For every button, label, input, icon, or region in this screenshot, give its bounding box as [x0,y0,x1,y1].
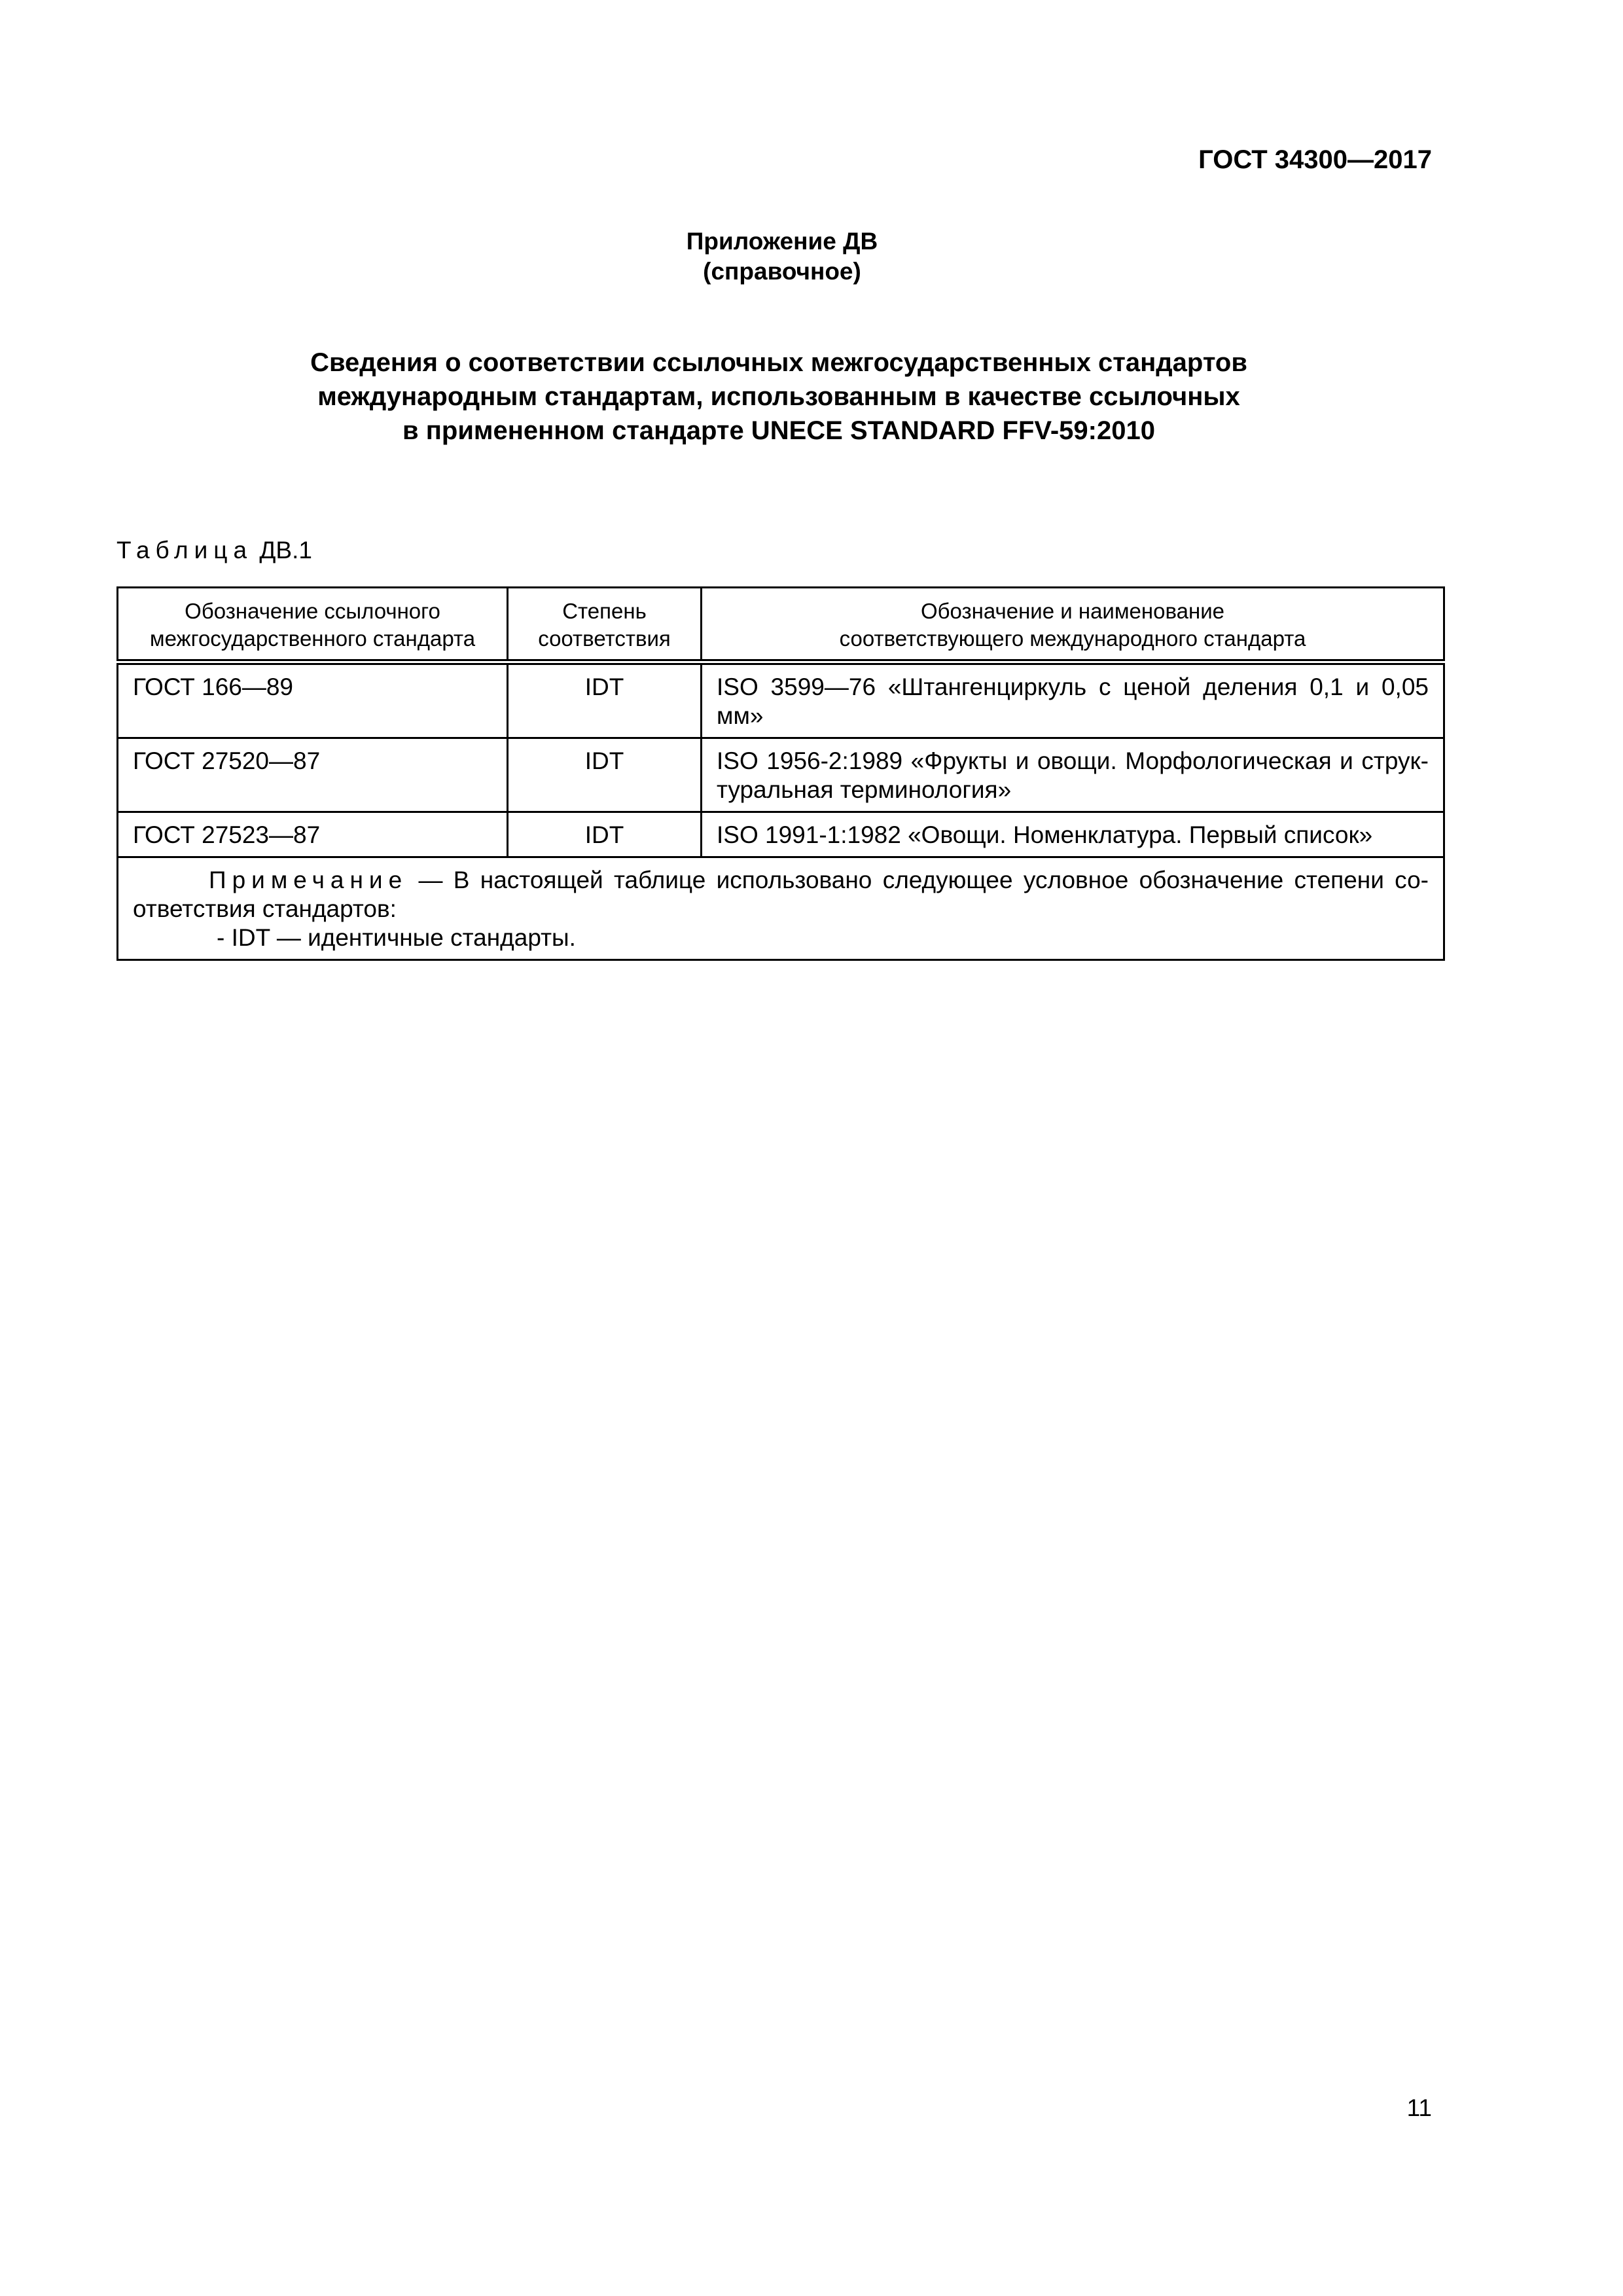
cell-degree: IDT [508,662,702,738]
header-reference-standard-line-2: межгосударственного стандарта [149,626,476,651]
document-code: ГОСТ 34300—2017 [1198,145,1432,174]
header-reference-standard-line-1: Обозначение ссылочного [185,599,440,623]
page-title-line-1: Сведения о соответствии ссылочных межгосударственных стандартов [310,348,1247,377]
note-label: Примечание [209,867,408,893]
header-reference-standard [118,588,508,662]
cell-gost: ГОСТ 27523—87 [118,812,508,857]
page-title [0,346,1558,448]
table-caption-label: Таблица [116,537,253,564]
cell-gost: ГОСТ 166—89 [118,662,508,738]
standards-table [116,586,1445,961]
appendix-type: (справочное) [703,258,861,285]
table-row [118,812,1444,857]
table-note [118,857,1444,960]
header-international-standard [702,588,1444,662]
cell-international: ISO 3599—76 «Штангенциркуль с ценой деления 0,1 и 0,05 мм» [702,662,1444,738]
page-title-line-3: в примененном стандарте UNECE STANDARD FFV-59:2010 [402,416,1155,445]
cell-international: ISO 1956-2:1989 «Фрукты и овощи. Морфологическая и струк-туральная терминология» [702,738,1444,812]
header-international-standard-line-1: Обозначение и наименование [920,599,1224,623]
note-text [133,866,1429,924]
header-degree-line-2: соответствия [538,626,671,651]
page-number: 11 [1406,2094,1432,2121]
table-row [118,738,1444,812]
header-degree-line-1: Степень [562,599,647,623]
table-row [118,662,1444,738]
cell-degree: IDT [508,738,702,812]
page-title-line-2: международным стандартам, использованным в качестве ссылочных [317,382,1240,411]
table-caption-number: ДВ.1 [259,537,312,564]
note-body: — В настоящей таблице использовано следующее условное обозначение степени со-ответствия стандартов: [133,867,1429,922]
appendix-title: Приложение ДВ [686,228,878,255]
table-header-row [118,588,1444,662]
header-degree [508,588,702,662]
note-item: - IDT — идентичные стандарты. [217,924,576,951]
cell-gost: ГОСТ 27520—87 [118,738,508,812]
table-caption [116,537,312,564]
header-international-standard-line-2: соответствующего международного стандарта [839,626,1306,651]
cell-international: ISO 1991-1:1982 «Овощи. Номенклатура. Первый список» [702,812,1444,857]
cell-degree: IDT [508,812,702,857]
appendix-heading [0,226,1564,287]
table-note-row [118,857,1444,960]
